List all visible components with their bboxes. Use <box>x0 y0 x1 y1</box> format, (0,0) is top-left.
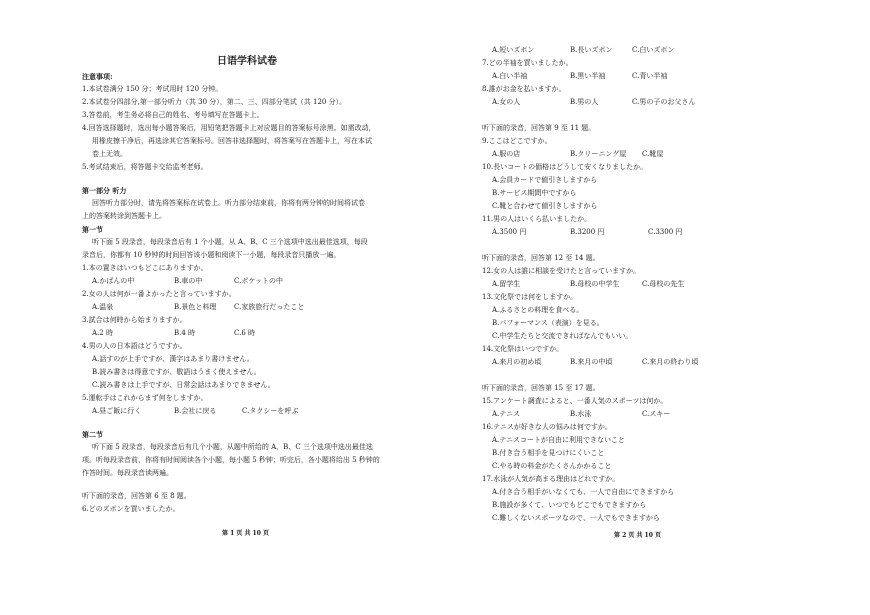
part1-heading: 第一部分 听力 <box>82 186 127 195</box>
question-9: 9.ここはどこですか。 <box>482 137 552 145</box>
option-c: C.男の子のお父さん <box>632 98 696 106</box>
option-b: B.クリーニング屋 <box>570 150 627 158</box>
question-5: 5.運転手はこれからまず何をしますか。 <box>82 394 208 402</box>
option-b: B.長いズボン <box>570 46 613 54</box>
option-c: C.靴屋 <box>642 150 664 158</box>
question-10: 10.長いコートの価格はどうして安くなりましたか。 <box>482 163 648 171</box>
option-c: C.母校の先生 <box>642 280 685 288</box>
option-b: B.来月の中頃 <box>570 358 613 366</box>
option-a: A.昼ご飯に行く <box>92 407 142 415</box>
option-c: C.靴と合わせて値引きしますから <box>492 202 598 210</box>
option-a: A.テニス <box>492 410 521 418</box>
option-a: A.会員カードで値引きしますから <box>492 176 598 184</box>
exam-page-2 <box>482 0 782 615</box>
notice-heading: 注意事项: <box>82 72 113 81</box>
option-c: C.3300 円 <box>648 228 683 236</box>
option-a: A.付き合う相手がいなくても、一人で自由にできますから <box>492 488 675 496</box>
option-a: A.ふるさとの料理を食べる。 <box>492 306 584 314</box>
notice-line: 用橡皮擦干净后，再选涂其它答案标号。回答非选择题时，将答案写在答题卡上，写在本试 <box>92 137 372 145</box>
option-c: C.中学生たちと交流できればなんでもいい。 <box>492 332 633 340</box>
option-a: A.女の人 <box>492 98 521 106</box>
option-b: B.4 時 <box>174 329 196 337</box>
question-13: 13.文化祭では何をしますか。 <box>482 293 578 301</box>
option-c: C.タクシーを呼ぶ <box>242 407 299 415</box>
question-2: 2.女の人は何が一番よかったと言っていますか。 <box>82 290 236 298</box>
notice-line: 2.本试卷分四部分,第一部分听力（共 30 分），第二、三、四部分笔试（共 120 分）。 <box>82 98 347 106</box>
section1-heading: 第一节 <box>82 225 103 234</box>
option-b: B.景色と料理 <box>174 303 217 311</box>
option-a: A.テニスコートが自由に利用できないこと <box>492 436 625 444</box>
section2-desc: 作答时间。每段录音读两遍。 <box>82 469 173 477</box>
option-a: A.温泉 <box>92 303 114 311</box>
option-b: B.パフォーマンス（表演）を見る。 <box>492 319 604 327</box>
option-b: B.男の人 <box>570 98 599 106</box>
page-footer: 第 1 页 共 10 页 <box>222 530 269 537</box>
section1-desc: 听下面 5 段录音，每段录音后有 1 个小题，从 A、B、C 三个选项中选出最佳选项，每段 <box>92 238 368 246</box>
question-3: 3.試合は何時から始まりますか。 <box>82 316 187 324</box>
question-11: 11.男の人はいくら払いましたか。 <box>482 215 592 223</box>
listen-instruction: 听下面的录音，回答第 9 至 11 题。 <box>482 124 596 132</box>
section2-desc: 听下面 5 段录音，每段录音后有几个小题，从题中所给的 A、B、C 三个选项中选出最佳选 <box>92 443 373 451</box>
part1-desc: 回答听力部分时，请先将答案标在试卷上。听力部分结束前，你将有两分钟的时间将试卷 <box>92 199 365 207</box>
question-1: 1.本の置きはいつもどこにありますか。 <box>82 264 208 272</box>
option-c: C.ポケットの中 <box>234 277 283 285</box>
listen-instruction: 听下面的录音，回答第 12 至 14 题。 <box>482 254 600 262</box>
question-7: 7.どの半袖を買いましたか。 <box>482 59 573 67</box>
option-b: B.施設が多くて、いつでもどこでもできますから <box>492 501 647 509</box>
page-footer: 第 2 页 共 10 页 <box>614 532 661 539</box>
question-12: 12.女の人は誰に相談を受けたと言っていますか。 <box>482 267 641 275</box>
section2-desc: 项。听每段录音前，你将有时间阅读各个小题，每小题 5 秒钟；听完后，各小题将给出 5 秒钟的 <box>82 456 380 464</box>
option-b: B.黒い半袖 <box>570 72 606 80</box>
option-b: B.3200 円 <box>570 228 605 236</box>
option-a: A.3500 円 <box>492 228 527 236</box>
notice-line: 3.答卷前，考生务必将自己的姓名、考号填写在答题卡上。 <box>82 111 264 119</box>
option-b: B.付き合う相手を見つけにくいこと <box>492 449 605 457</box>
section2-heading: 第二节 <box>82 430 103 439</box>
option-c: C.難しくないスポーツなので、一人でもできますから <box>492 514 660 522</box>
exam-title: 日语学科试卷 <box>217 56 277 67</box>
option-c: C.家族旅行だったこと <box>234 303 305 311</box>
option-a: A.来月の初め頃 <box>492 358 542 366</box>
option-c: C.青い半袖 <box>632 72 668 80</box>
question-16: 16.テニスが好きな人の悩みは何ですか。 <box>482 423 612 431</box>
question-15: 15.アンケート調査によると、一番人気のスポーツは何か。 <box>482 397 668 405</box>
notice-line: 卷上无效。 <box>92 150 127 158</box>
option-a: A.話すのが上手ですが、漢字はあまり書けません。 <box>92 355 254 363</box>
option-c: C.スキー <box>642 410 671 418</box>
option-c: C.来月の終わり頃 <box>642 358 699 366</box>
option-a: A.かばんの中 <box>92 277 135 285</box>
listen-instruction: 听下面的录音，回答第 6 至 8 题。 <box>82 492 191 500</box>
option-c: C.白いズボン <box>632 46 675 54</box>
question-6: 6.どのズボンを買いましたか。 <box>82 505 180 513</box>
notice-line: 4.回答选择题时，选出每小题答案后，用铅笔把答题卡上对应题目的答案标号涂黑。如需改动， <box>82 124 376 132</box>
option-b: B.車の中 <box>174 277 203 285</box>
question-8: 8.誰がお金を払いますか。 <box>482 85 566 93</box>
option-a: A.服の店 <box>492 150 521 158</box>
option-b: B.母校の中学生 <box>570 280 620 288</box>
option-b: B.会社に戻る <box>174 407 217 415</box>
option-c: C.6 時 <box>234 329 256 337</box>
exam-page-1 <box>82 0 412 615</box>
option-a: A.留学生 <box>492 280 521 288</box>
notice-line: 1.本试卷满分 150 分；考试用时 120 分钟。 <box>82 85 223 93</box>
question-4: 4.男の人の日本語はどうですか。 <box>82 342 187 350</box>
option-b: B.水泳 <box>570 410 592 418</box>
part1-desc: 上的答案转涂到答题卡上。 <box>82 212 166 220</box>
option-b: B.サービス期間中ですから <box>492 189 577 197</box>
listen-instruction: 听下面的录音，回答第 15 至 17 题。 <box>482 384 600 392</box>
option-c: C.やる時の料金がたくさんかかること <box>492 462 612 470</box>
notice-line: 5.考试结束后，将答题卡交给监考老师。 <box>82 163 208 171</box>
question-17: 17.水泳が人気が高まる理由はどれですか。 <box>482 475 620 483</box>
option-c: C.読み書きは上手ですが、日常会話はあまりできません。 <box>92 381 275 389</box>
option-a: A.短いズボン <box>492 46 535 54</box>
section1-desc: 录音后，你都有 10 秒钟的时间回答该小题和阅读下一小题，每段录音只播放一遍。 <box>82 251 341 259</box>
option-a: A.白い半袖 <box>492 72 528 80</box>
option-a: A.2 時 <box>92 329 113 337</box>
option-b: B.読み書きは得意ですが、敬語はうまく使えません。 <box>92 368 261 376</box>
question-14: 14.文化祭はいつですか。 <box>482 345 564 353</box>
